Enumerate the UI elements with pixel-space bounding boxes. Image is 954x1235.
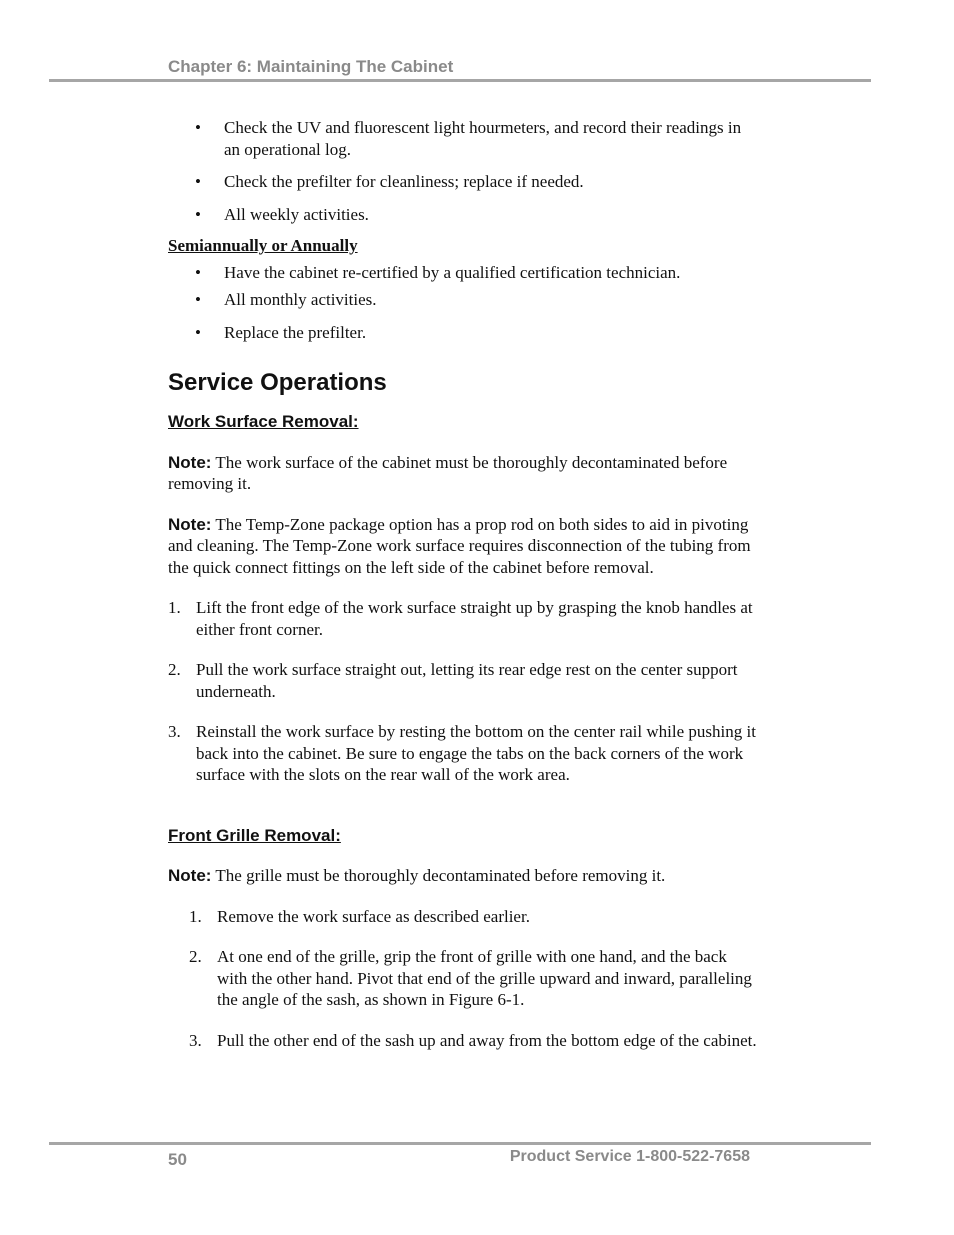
semiannual-list xyxy=(168,262,758,344)
front-grille-heading: Front Grille Removal: xyxy=(168,825,341,845)
bullet-icon: • xyxy=(195,204,201,224)
list-item: 2. At one end of the grille, grip the front of grille with one hand, and the back with the other hand. Pivot that end of the grille upward and inward, paralleling the angle of the sash, as shown in Figure 6-1. xyxy=(189,947,752,1009)
semiannual-heading: Semiannually or Annually xyxy=(168,236,358,255)
note-paragraph: Note: The grille must be thoroughly decontaminated before removing it. xyxy=(168,866,666,885)
bullet-icon: • xyxy=(195,262,201,282)
list-item: 3. Reinstall the work surface by resting the bottom on the center rail while pushing it back into the cabinet. Be sure to engage the tabs on the back corners of the work surface with the slots on the rear wall of the work area. xyxy=(168,722,756,784)
page-content xyxy=(168,117,758,1051)
bullet-icon: • xyxy=(195,322,201,342)
list-item: • Have the cabinet re-certified by a qualified certification technician. xyxy=(195,262,681,282)
list-item: • Check the prefilter for cleanliness; replace if needed. xyxy=(195,172,584,191)
list-item: • All weekly activities. xyxy=(195,204,369,224)
list-item: 1. Remove the work surface as described earlier. xyxy=(189,906,530,926)
list-item: 3. Pull the other end of the sash up and away from the bottom edge of the cabinet. xyxy=(189,1030,757,1050)
weekly-list xyxy=(168,117,758,225)
page-number: 50 xyxy=(168,1150,187,1169)
bullet-icon: • xyxy=(195,290,201,309)
note-paragraph: Note: The work surface of the cabinet must be thoroughly decontaminated before removing it. xyxy=(168,452,728,493)
list-item: 2. Pull the work surface straight out, letting its rear edge rest on the center support underneath. xyxy=(168,660,738,701)
note-label: Note: xyxy=(168,866,212,885)
work-surface-steps xyxy=(168,597,758,786)
front-grille-steps xyxy=(168,906,758,1052)
header-rule xyxy=(49,79,871,82)
bullet-icon: • xyxy=(195,118,201,137)
bullet-icon: • xyxy=(195,172,201,191)
footer-rule xyxy=(49,1142,871,1145)
list-item: • All monthly activities. xyxy=(195,290,377,309)
list-item: 1. Lift the front edge of the work surface straight up by grasping the knob handles at either front corner. xyxy=(168,598,753,639)
list-item: • Check the UV and fluorescent light hourmeters, and record their readings in an operational log. xyxy=(195,118,742,159)
product-service-phone: Product Service 1-800-522-7658 xyxy=(509,1148,750,1165)
chapter-header: Chapter 6: Maintaining The Cabinet xyxy=(168,57,454,76)
section-title: Service Operations xyxy=(168,369,387,396)
note-label: Note: xyxy=(168,452,212,472)
work-surface-heading: Work Surface Removal: xyxy=(168,412,359,431)
note-label: Note: xyxy=(168,514,212,534)
note-paragraph: Note: The Temp-Zone package option has a prop rod on both sides to aid in pivoting and cleaning. The Temp-Zone work surface requires disconnection of the tubing from the quick connect fittings on the left side of the cabinet before removal. xyxy=(168,514,751,577)
list-item: • Replace the prefilter. xyxy=(195,322,367,342)
